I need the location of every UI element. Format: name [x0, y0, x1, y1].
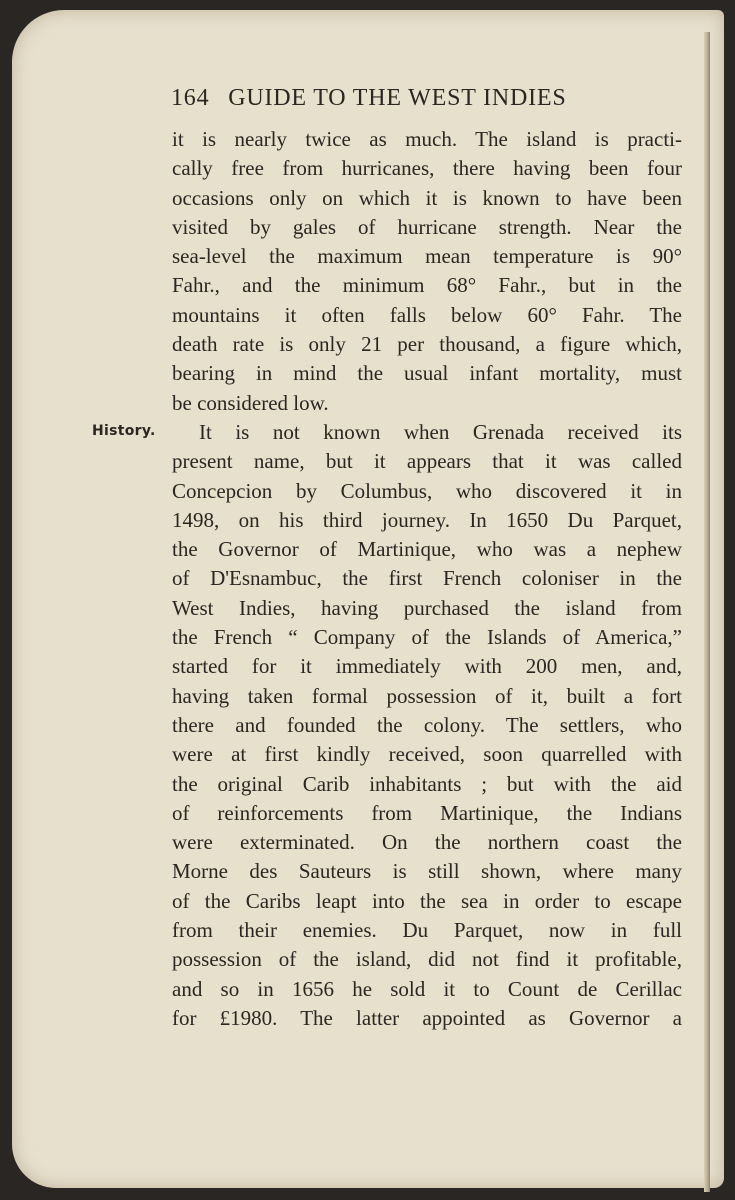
text-line: the French “ Company of the Islands of America,”	[172, 625, 682, 650]
text-line: death rate is only 21 per thousand, a figure which,	[172, 332, 682, 357]
running-head	[171, 85, 641, 119]
text-line: the original Carib inhabitants ; but with the aid	[172, 771, 682, 796]
text-line: Concepcion by Columbus, who discovered it in	[172, 478, 682, 503]
text-line: were at first kindly received, soon quarrelled with	[172, 742, 682, 767]
text-line: Morne des Sauteurs is still shown, where many	[172, 859, 682, 884]
body-text	[172, 125, 682, 1033]
text-line: were exterminated. On the northern coast the	[172, 830, 682, 855]
text-line: bearing in mind the usual infant mortality, must	[172, 361, 682, 386]
text-line: there and founded the colony. The settlers, who	[172, 712, 682, 737]
text-line: from their enemies. Du Parquet, now in full	[172, 918, 682, 943]
text-line: West Indies, having purchased the island from	[172, 595, 682, 620]
text-line: visited by gales of hurricane strength. Near the	[172, 214, 682, 239]
text-line: of reinforcements from Martinique, the Indians	[172, 800, 682, 825]
text-line: having taken formal possession of it, built a fort	[172, 683, 682, 708]
page-edge	[704, 32, 710, 1192]
text-line: and so in 1656 he sold it to Count de Cerillac	[172, 976, 682, 1001]
page-number: 164	[171, 85, 210, 111]
text-line: for £1980. The latter appointed as Governor a	[172, 1005, 682, 1030]
text-line: of the Caribs leapt into the sea in order to escape	[172, 888, 682, 913]
text-line: sea-level the maximum mean temperature is 90°	[172, 244, 682, 269]
text-line: mountains it often falls below 60° Fahr. The	[172, 302, 682, 327]
text-line: It is not known when Grenada received its	[199, 419, 682, 444]
text-line: it is nearly twice as much. The island is practi-	[172, 127, 682, 151]
text-line: started for it immediately with 200 men, and,	[172, 654, 682, 679]
text-line: of D'Esnambuc, the first French coloniser in the	[172, 566, 682, 591]
text-line: the Governor of Martinique, who was a nephew	[172, 537, 682, 562]
text-line: Fahr., and the minimum 68° Fahr., but in the	[172, 273, 682, 298]
text-line: be considered low.	[172, 390, 329, 415]
text-line: occasions only on which it is known to have been	[172, 185, 682, 210]
text-line: present name, but it appears that it was called	[172, 449, 682, 474]
margin-note-history: History.	[92, 423, 156, 439]
text-line: cally free from hurricanes, there having been four	[172, 156, 682, 181]
text-line: possession of the island, did not find it profitable,	[172, 947, 682, 972]
text-line: 1498, on his third journey. In 1650 Du Parquet,	[172, 507, 682, 532]
running-title: GUIDE TO THE WEST INDIES	[228, 85, 567, 111]
